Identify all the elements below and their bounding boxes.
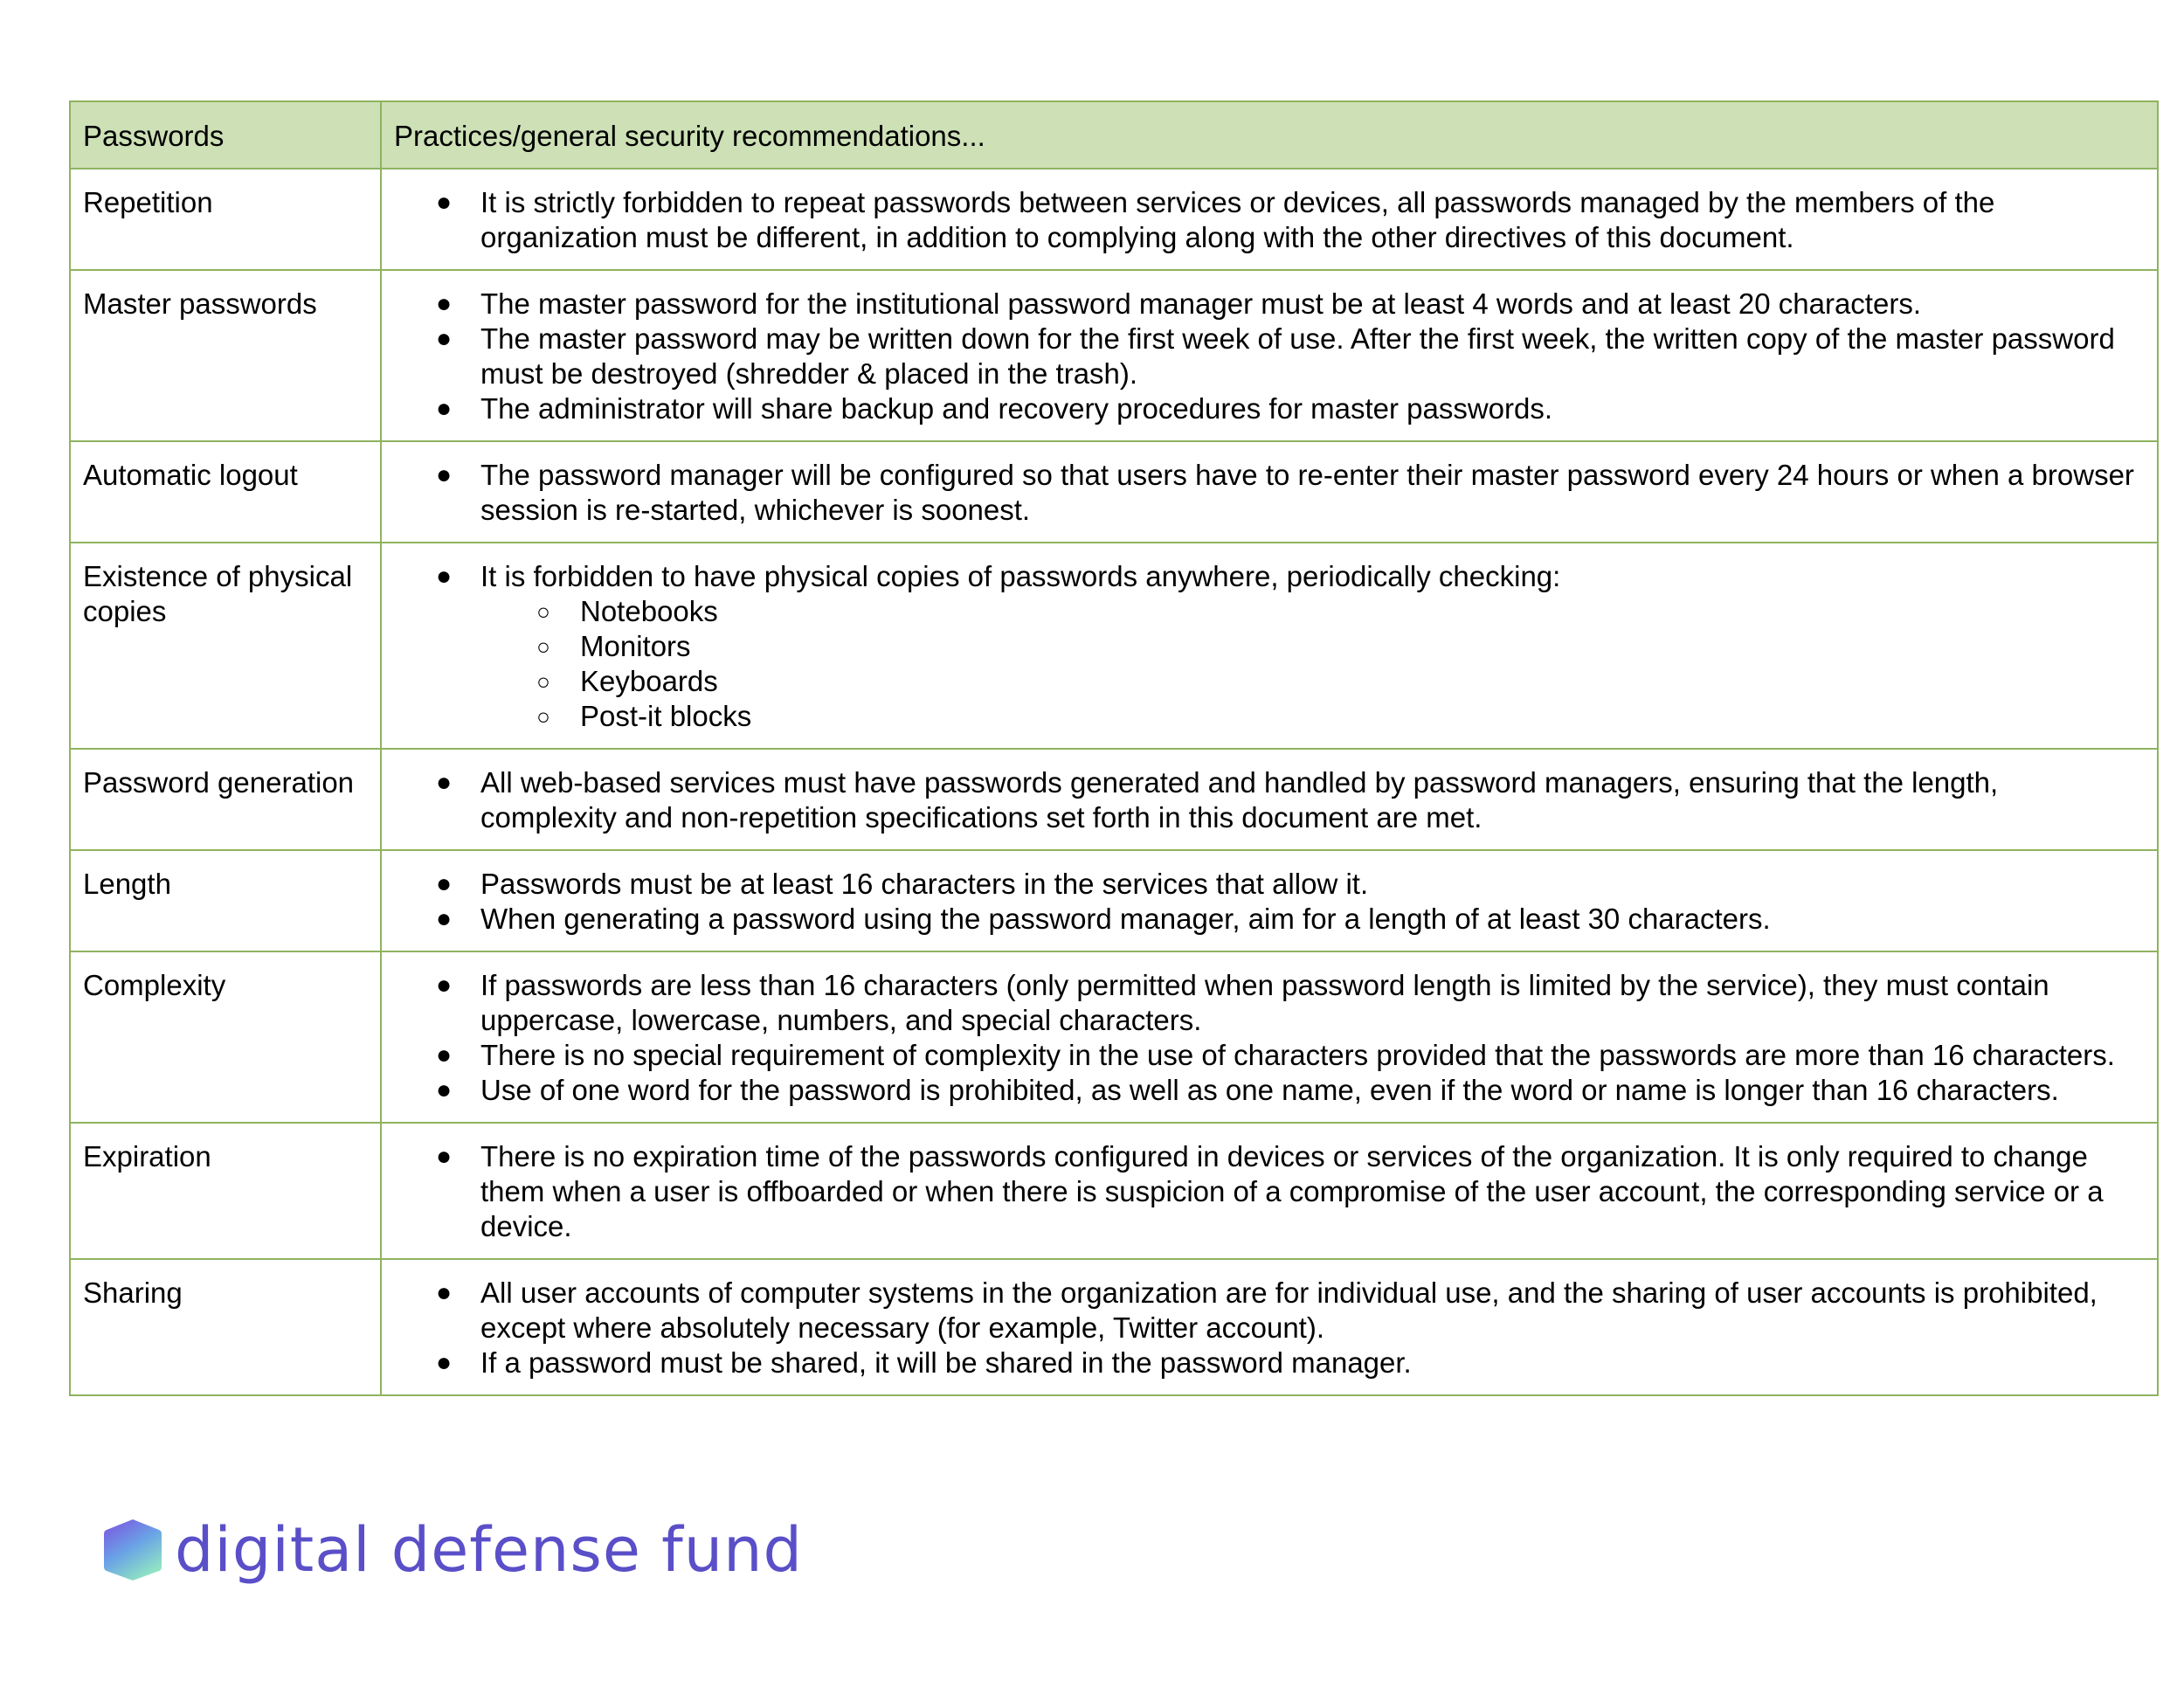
sub-list-item-text: Keyboards	[580, 665, 718, 697]
row-label: Master passwords	[70, 270, 381, 441]
bullet-dot-icon: ●	[435, 1278, 453, 1307]
table-row	[70, 169, 2158, 270]
row-label: Existence of physical copies	[70, 543, 381, 749]
list-item	[431, 287, 2139, 322]
bullet-list	[431, 287, 2139, 426]
list-item	[431, 391, 2139, 426]
bullet-dot-icon: ●	[435, 971, 453, 1000]
list-item	[431, 322, 2139, 391]
list-item	[431, 185, 2139, 255]
list-item	[431, 1073, 2139, 1108]
row-label: Repetition	[70, 169, 381, 270]
row-content	[381, 169, 2158, 270]
row-label: Expiration	[70, 1123, 381, 1259]
table-row	[70, 441, 2158, 543]
table-body	[70, 169, 2158, 1395]
list-item-text: If a password must be shared, it will be shared in the password manager.	[480, 1346, 1412, 1379]
row-content	[381, 951, 2158, 1123]
table-row	[70, 951, 2158, 1123]
bullet-list	[431, 559, 2139, 734]
sub-list-item-text: Post-it blocks	[580, 700, 752, 732]
bullet-dot-icon: ●	[435, 1076, 453, 1104]
bullet-dot-icon: ●	[435, 1348, 453, 1377]
header-cell-passwords: Passwords	[70, 101, 381, 169]
bullet-dot-icon: ●	[435, 562, 453, 591]
table-row	[70, 1259, 2158, 1395]
bullet-dot-icon: ●	[435, 394, 453, 423]
bullet-circle-icon: ○	[536, 703, 550, 730]
sub-list-item	[530, 629, 2139, 664]
table-row	[70, 749, 2158, 850]
bullet-dot-icon: ●	[435, 289, 453, 318]
table-row	[70, 543, 2158, 749]
sub-list-item-text: Notebooks	[580, 595, 718, 627]
list-item-text: When generating a password using the password manager, aim for a length of at least 30 characters.	[480, 903, 1771, 935]
list-item-text: The master password may be written down for the first week of use. After the first week, the written copy of the master password must be destroyed (shredder & placed in the trash).	[480, 322, 2115, 390]
hexagon-gradient-icon	[103, 1518, 162, 1582]
list-item-text: There is no special requirement of complexity in the use of characters provided that the passwords are more than 16 characters.	[480, 1039, 2115, 1071]
table-header	[70, 101, 2158, 169]
list-item	[431, 1038, 2139, 1073]
bullet-dot-icon: ●	[435, 768, 453, 797]
bullet-circle-icon: ○	[536, 668, 550, 695]
list-item	[431, 1276, 2139, 1346]
bullet-dot-icon: ●	[435, 1041, 453, 1069]
bullet-list	[431, 1276, 2139, 1380]
table-row	[70, 1123, 2158, 1259]
table-row	[70, 850, 2158, 951]
table-row	[70, 270, 2158, 441]
row-label: Automatic logout	[70, 441, 381, 543]
row-content	[381, 270, 2158, 441]
list-item	[431, 1139, 2139, 1244]
sub-list-item	[530, 594, 2139, 629]
sub-list	[480, 594, 2139, 734]
list-item-text: It is strictly forbidden to repeat passwords between services or devices, all passwords managed by the members of the organization must be different, in addition to complying along with the other directives of this document.	[480, 186, 1995, 253]
header-cell-practices: Practices/general security recommendations...	[381, 101, 2158, 169]
list-item	[431, 458, 2139, 528]
footer-logo	[103, 1515, 803, 1585]
list-item-text: The master password for the institutional password manager must be at least 4 words and at least 20 characters.	[480, 287, 1921, 320]
bullet-dot-icon: ●	[435, 904, 453, 933]
bullet-list	[431, 968, 2139, 1108]
list-item-text: There is no expiration time of the passwords configured in devices or services of the organization. It is only required to change them when a user is offboarded or when there is suspicion of a compromise of the user account, the corresponding service or a device.	[480, 1140, 2104, 1242]
bullet-dot-icon: ●	[435, 1142, 453, 1171]
sub-list-item	[530, 664, 2139, 699]
list-item	[431, 867, 2139, 902]
list-item-text: Passwords must be at least 16 characters in the services that allow it.	[480, 868, 1369, 900]
list-item-text: All web-based services must have passwords generated and handled by password managers, ensuring that the length, complexity and non-repetition specifications set forth in this document are met.	[480, 766, 1999, 834]
row-label: Complexity	[70, 951, 381, 1123]
bullet-circle-icon: ○	[536, 598, 550, 625]
row-content	[381, 1259, 2158, 1395]
row-content	[381, 543, 2158, 749]
row-label: Sharing	[70, 1259, 381, 1395]
list-item	[431, 1346, 2139, 1380]
list-item-text: It is forbidden to have physical copies of passwords anywhere, periodically checking:	[480, 560, 1561, 592]
list-item	[431, 902, 2139, 937]
header-row	[70, 101, 2158, 169]
list-item-text: The password manager will be configured so that users have to re-enter their master password every 24 hours or when a browser session is re-started, whichever is soonest.	[480, 459, 2134, 526]
row-content	[381, 441, 2158, 543]
bullet-dot-icon: ●	[435, 188, 453, 217]
list-item-text: If passwords are less than 16 characters (only permitted when password length is limited by the service), they must contain uppercase, lowercase, numbers, and special characters.	[480, 969, 2049, 1036]
bullet-list	[431, 867, 2139, 937]
bullet-circle-icon: ○	[536, 633, 550, 660]
row-label: Password generation	[70, 749, 381, 850]
row-content	[381, 1123, 2158, 1259]
list-item-text: All user accounts of computer systems in the organization are for individual use, and the sharing of user accounts is prohibited, except where absolutely necessary (for example, Twitter account).	[480, 1276, 2098, 1344]
bullet-list	[431, 185, 2139, 255]
list-item	[431, 559, 2139, 734]
row-content	[381, 850, 2158, 951]
logo-wordmark: digital defense fund	[175, 1514, 803, 1586]
bullet-dot-icon: ●	[435, 324, 453, 353]
row-content	[381, 749, 2158, 850]
list-item	[431, 968, 2139, 1038]
list-item-text: The administrator will share backup and recovery procedures for master passwords.	[480, 392, 1553, 425]
sub-list-item	[530, 699, 2139, 734]
bullet-list	[431, 1139, 2139, 1244]
list-item-text: Use of one word for the password is prohibited, as well as one name, even if the word or name is longer than 16 characters.	[480, 1074, 2059, 1106]
bullet-dot-icon: ●	[435, 460, 453, 489]
sub-list-item-text: Monitors	[580, 630, 691, 662]
bullet-list	[431, 765, 2139, 835]
bullet-dot-icon: ●	[435, 869, 453, 898]
bullet-list	[431, 458, 2139, 528]
row-label: Length	[70, 850, 381, 951]
list-item	[431, 765, 2139, 835]
password-policy-table	[69, 100, 2159, 1396]
